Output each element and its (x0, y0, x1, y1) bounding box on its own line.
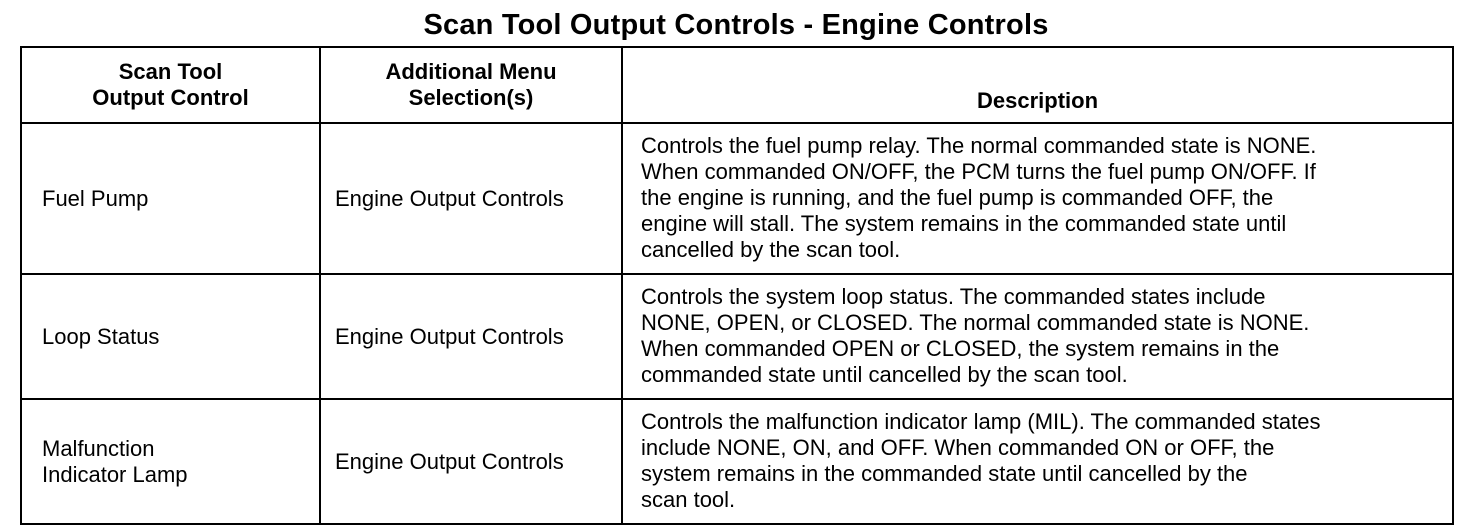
description-line: cancelled by the scan tool. (641, 237, 901, 262)
description-line: scan tool. (641, 487, 736, 512)
table-row (21, 123, 1453, 274)
cell-menu-selection: Engine Output Controls (320, 399, 622, 524)
cell-description (622, 274, 1453, 399)
description-line: system remains in the commanded state until cancelled by the (641, 461, 1248, 486)
page-title: Scan Tool Output Controls - Engine Controls (423, 9, 1049, 41)
cell-description (622, 123, 1453, 274)
control-line: Loop Status (42, 323, 160, 349)
header-line: Selection(s) (408, 85, 534, 110)
output-controls-table (20, 46, 1454, 525)
header-line: Scan Tool (118, 59, 223, 84)
header-line: Additional Menu (385, 59, 557, 84)
control-line: Fuel Pump (42, 185, 149, 211)
header-additional-menu-selections (320, 47, 622, 123)
description-line: When commanded OPEN or CLOSED, the system remains in the (641, 336, 1280, 361)
control-line: Malfunction (42, 435, 155, 461)
cell-menu-selection: Engine Output Controls (320, 274, 622, 399)
header-line: Output Control (92, 85, 249, 110)
description-line: engine will stall. The system remains in the commanded state until (641, 211, 1287, 236)
cell-description (622, 399, 1453, 524)
description-line: NONE, OPEN, or CLOSED. The normal commanded state is NONE. (641, 310, 1310, 335)
cell-menu-selection: Engine Output Controls (320, 123, 622, 274)
table-row (21, 274, 1453, 399)
table-header-row (21, 47, 1453, 123)
cell-output-control (21, 399, 320, 524)
control-line: Indicator Lamp (42, 461, 188, 487)
cell-output-control (21, 123, 320, 274)
description-line: Controls the fuel pump relay. The normal commanded state is NONE. (641, 133, 1317, 158)
header-description: Description (622, 47, 1453, 123)
table-row (21, 399, 1453, 524)
header-scan-tool-output-control (21, 47, 320, 123)
description-line: the engine is running, and the fuel pump is commanded OFF, the (641, 185, 1274, 210)
description-line: commanded state until cancelled by the scan tool. (641, 362, 1128, 387)
description-line: Controls the system loop status. The commanded states include (641, 284, 1266, 309)
cell-output-control (21, 274, 320, 399)
description-line: include NONE, ON, and OFF. When commanded ON or OFF, the (641, 435, 1275, 460)
description-line: When commanded ON/OFF, the PCM turns the fuel pump ON/OFF. If (641, 159, 1316, 184)
description-line: Controls the malfunction indicator lamp (MIL). The commanded states (641, 409, 1321, 434)
